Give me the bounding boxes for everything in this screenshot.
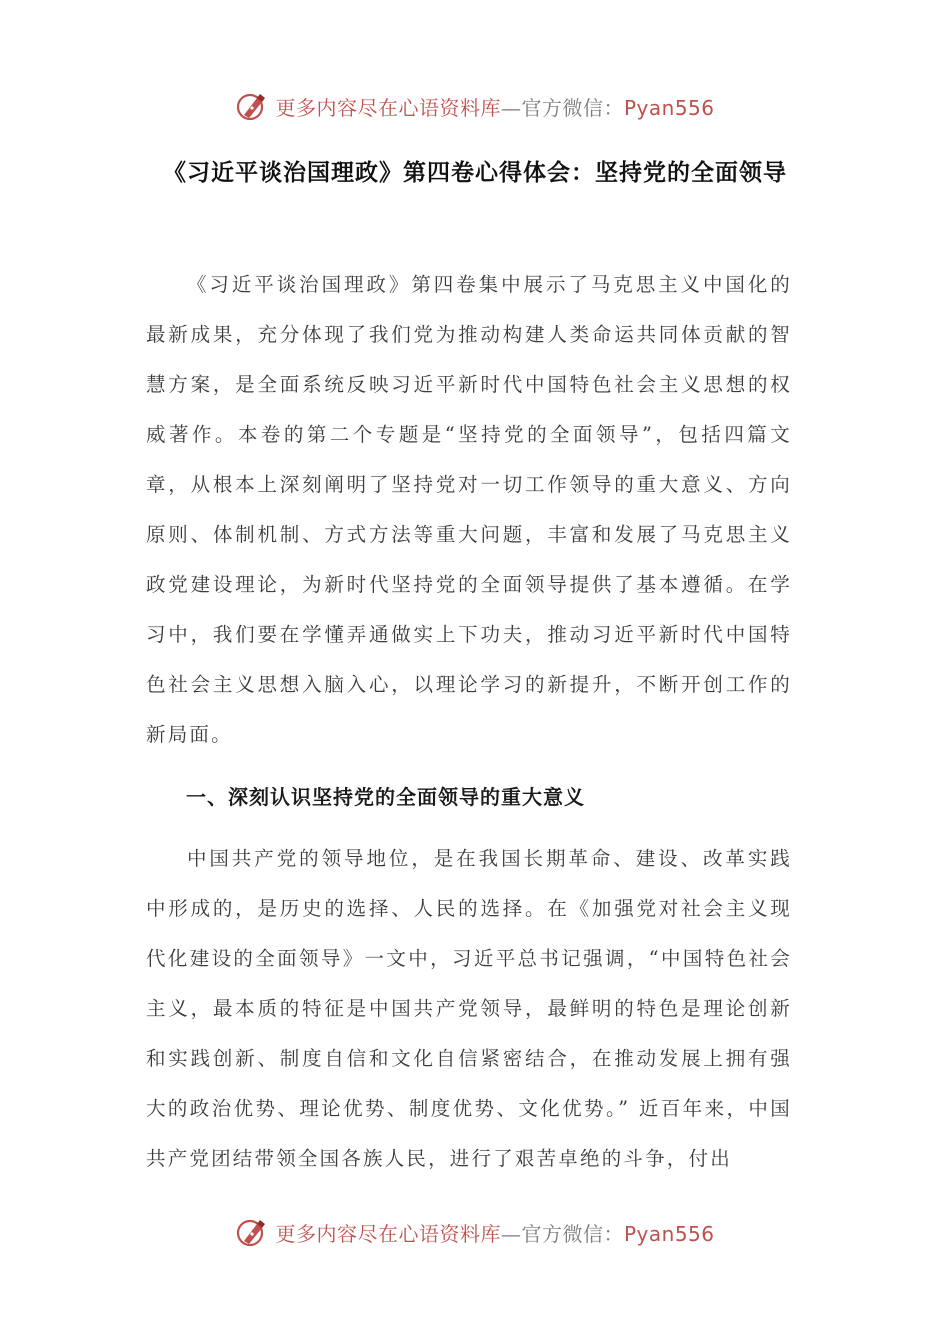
section-heading: 一、深刻认识坚持党的全面领导的重大意义: [186, 785, 585, 809]
header-wechat-id: Pyan556: [623, 95, 715, 120]
header-wechat-label: 官方微信：: [521, 95, 624, 120]
header-brand: 更多内容尽在心语资料库: [275, 95, 501, 120]
footer-brand: 更多内容尽在心语资料库: [275, 1221, 501, 1246]
body-paragraph: 中国共产党的领导地位，是在我国长期革命、建设、改革实践中形成的，是历史的选择、人民的选择。在《加强党对社会主义现代化建设的全面领导》一文中，习近平总书记强调，“中国特色社会主义，最本质的特征是中国共产党领导，最鲜明的特色是理论创新和实践创新、制度自信和文化自信紧密结合，在推动发展上拥有强大的政治优势、理论优势、制度优势、文化优势。” 近百年来，中国共产党团结带领全国各族人民，进行了艰苦卓绝的斗争，付出: [146, 847, 792, 1170]
footer-banner: [0, 1212, 950, 1252]
fountain-pen-logo-icon: [235, 1215, 269, 1249]
intro-paragraph: 《习近平谈治国理政》第四卷集中展示了马克思主义中国化的最新成果，充分体现了我们党为推动构建人类命运共同体贡献的智慧方案，是全面系统反映习近平新时代中国特色社会主义思想的权威著作。本卷的第二个专题是“坚持党的全面领导”，包括四篇文章，从根本上深刻阐明了坚持党对一切工作领导的重大意义、方向原则、体制机制、方式方法等重大问题，丰富和发展了马克思主义政党建设理论，为新时代坚持党的全面领导提供了基本遵循。在学习中，我们要在学懂弄通做实上下功夫，推动习近平新时代中国特色社会主义思想入脑入心，以理论学习的新提升，不断开创工作的新局面。: [146, 273, 792, 746]
footer-separator: —: [500, 1221, 522, 1246]
document-title: 《习近平谈治国理政》第四卷心得体会：坚持党的全面领导: [163, 160, 787, 186]
header-separator: —: [500, 95, 522, 120]
footer-banner-text: [275, 1218, 714, 1247]
footer-wechat-label: 官方微信：: [521, 1221, 624, 1246]
fountain-pen-logo-icon: [235, 89, 269, 123]
footer-wechat-id: Pyan556: [623, 1221, 715, 1246]
header-banner-text: [275, 92, 714, 121]
header-banner: [0, 86, 950, 126]
